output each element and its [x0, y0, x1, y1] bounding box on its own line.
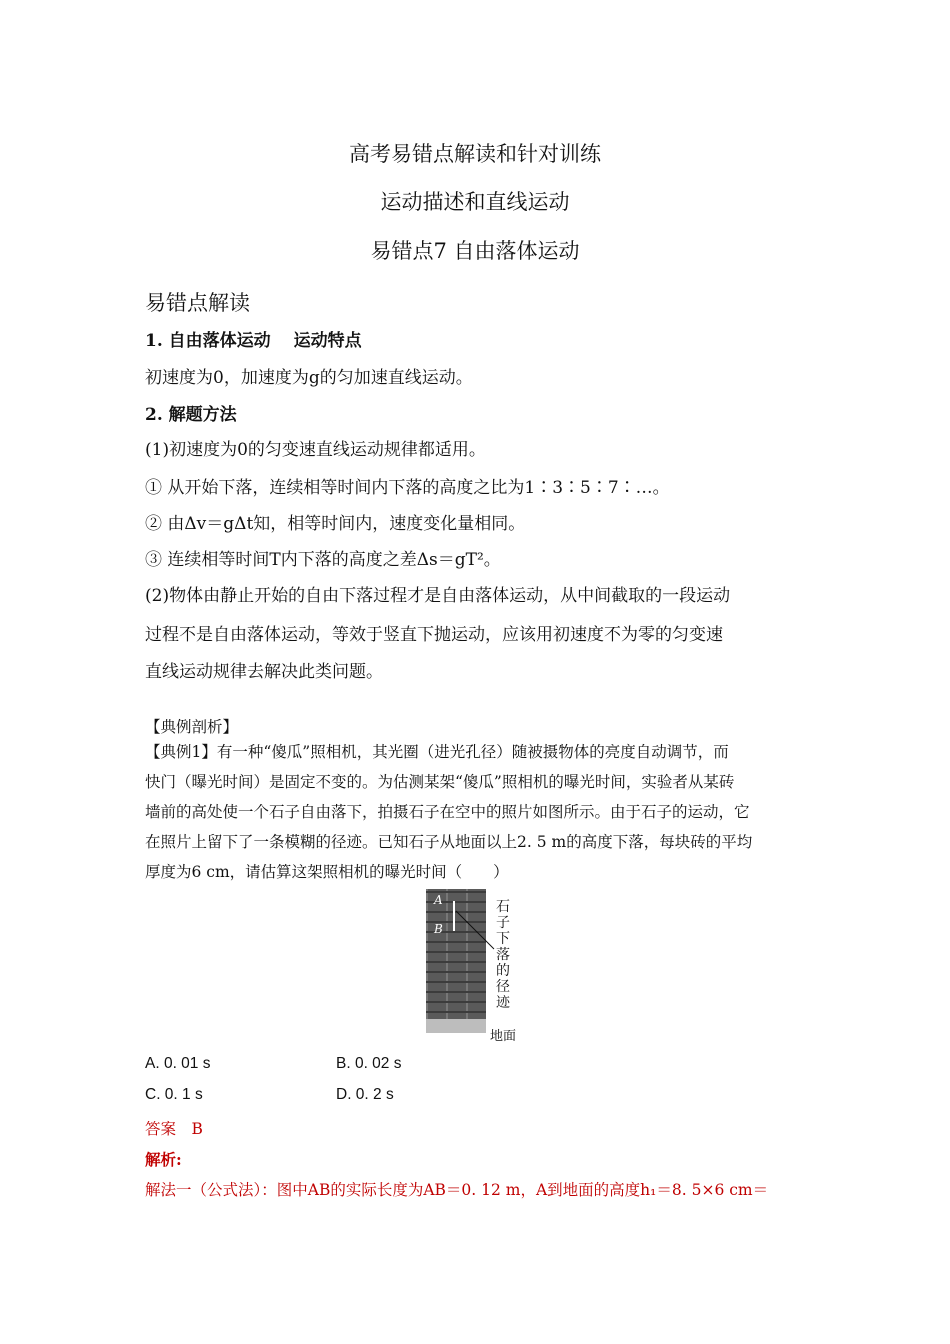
- example-line-3: 墙前的高处使一个石子自由落下，拍摄石子在空中的照片如图所示。由于石子的运动，它: [145, 803, 750, 821]
- s2-item-3: ③ 连续相等时间T内下落的高度之差Δs＝gT²。: [145, 550, 501, 570]
- option-b: B. 0. 02 s: [336, 1055, 402, 1072]
- label-b: B: [434, 922, 443, 936]
- example-line-2: 快门（曝光时间）是固定不变的。为估测某架“傻瓜”照相机的曝光时间，实验者从某砖: [145, 773, 735, 791]
- s2-para-2-line-3: 直线运动规律去解决此类问题。: [145, 662, 383, 682]
- label-a: A: [434, 893, 443, 907]
- option-a: A. 0. 01 s: [145, 1055, 211, 1072]
- brick-wall-figure: [426, 889, 530, 1044]
- analysis-label: 解析:: [145, 1150, 182, 1169]
- section-heading: 易错点解读: [145, 291, 250, 315]
- answer: 答案 B: [145, 1120, 203, 1138]
- s2-item-2: ② 由Δv＝gΔt知，相等时间内，速度变化量相同。: [145, 514, 526, 534]
- s2-para-2-line-2: 过程不是自由落体运动，等效于竖直下抛运动，应该用初速度不为零的匀变速: [145, 625, 723, 645]
- title-main: 高考易错点解读和针对训练: [349, 142, 601, 166]
- title-topic: 易错点7 自由落体运动: [370, 239, 580, 263]
- leader-line: [456, 911, 494, 949]
- s1-body: 初速度为0，加速度为g的匀加速直线运动。: [145, 368, 473, 388]
- title-chapter: 运动描述和直线运动: [380, 190, 570, 214]
- s2-para-1: (1)初速度为0的匀变速直线运动规律都适用。: [145, 440, 486, 460]
- option-d: D. 0. 2 s: [336, 1086, 394, 1103]
- trace-label: 石子下落的径迹: [496, 899, 510, 1011]
- method-1: 解法一（公式法）：图中AB的实际长度为AB＝0. 12 m，A到地面的高度h₁＝8. 5×6 cm＝: [145, 1181, 769, 1199]
- s2-item-1: ① 从开始下落，连续相等时间内下落的高度之比为1∶3∶5∶7∶…。: [145, 478, 670, 498]
- example-line-5: 厚度为6 cm，请估算这架照相机的曝光时间（ ）: [145, 863, 509, 881]
- example-line-1: 【典例1】有一种“傻瓜”照相机，其光圈（进光孔径）随被摄物体的亮度自动调节，而: [145, 743, 729, 761]
- stone-trace-svg: [426, 889, 530, 1041]
- option-c: C. 0. 1 s: [145, 1086, 203, 1103]
- example-heading: 【典例剖析】: [145, 718, 239, 736]
- s2-heading: 2. 解题方法: [145, 405, 237, 425]
- example-line-4: 在照片上留下了一条模糊的径迹。已知石子从地面以上2. 5 m的高度下落，每块砖的平均: [145, 833, 753, 851]
- ground-label: 地面: [490, 1029, 517, 1044]
- s1-heading: 1. 自由落体运动 运动特点: [145, 331, 362, 351]
- s2-para-2-line-1: (2)物体由静止开始的自由下落过程才是自由落体运动，从中间截取的一段运动: [145, 586, 731, 606]
